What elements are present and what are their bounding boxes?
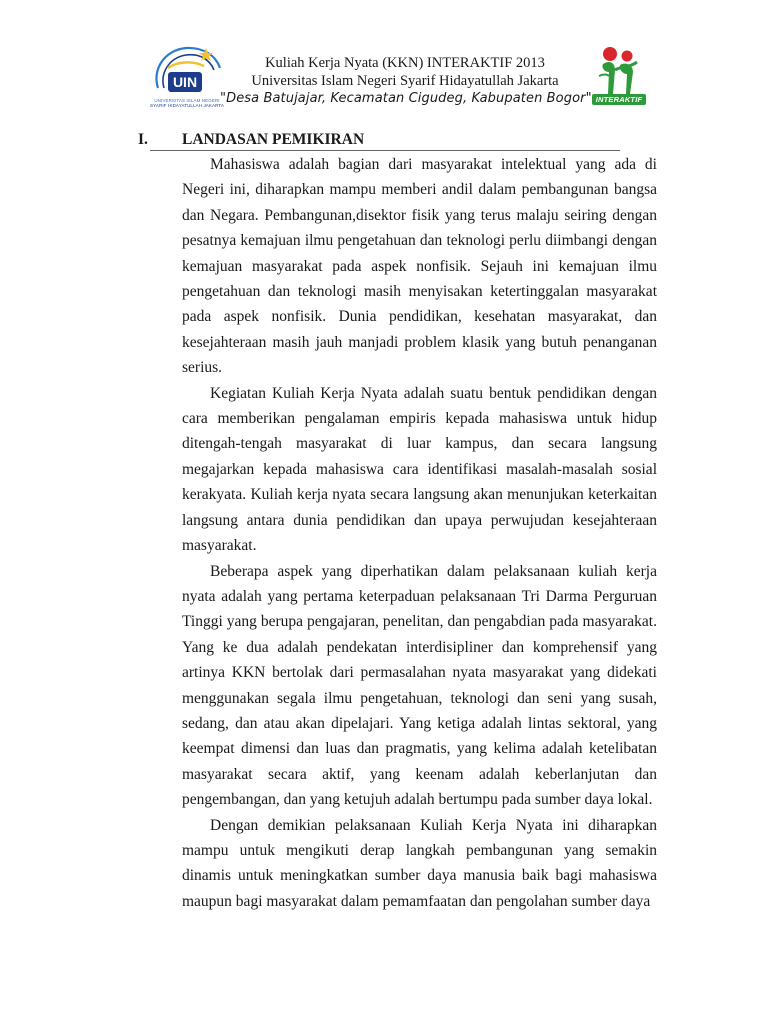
uin-logo-caption bbox=[144, 98, 230, 108]
page-header bbox=[0, 36, 768, 120]
paragraph: Dengan demikian pelaksanaan Kuliah Kerja Nyata ini diharapkan mampu untuk mengikuti derap langkah pembangunan yang semakin dinamis untuk meningkatkan sumber daya manusia baik bagi mahasiswa maupun bagi masyarakat dalam pemamfaatan dan pengolahan sumber daya bbox=[182, 816, 657, 910]
header-university-name: Universitas Islam Negeri Syarif Hidayatullah Jakarta bbox=[251, 73, 559, 89]
kkn-interaktif-logo-icon bbox=[589, 42, 649, 100]
paragraph: Beberapa aspek yang diperhatikan dalam pelaksanaan kuliah kerja nyata adalah yang pertama keterpaduan pelaksanaan Tri Darma Perguruan Tinggi yang berupa pengajaran, penelitan, dan pengabdian pada masyarakat. Yang ke dua adalah pendekatan interdisipliner dan komprehensif yang artinya KKN bertolak dari permasalahan nyata masyarakat yang didekati menggunakan segala ilmu pengetahuan, teknologi dan seni yang susah, sedang, dan atau akan dipelajari. Yang ketiga adalah lintas sektoral, yang keempat dimensi dan luas dan pragmatis, yang kelima adalah ketelibatan masyarakat secara aktif, yang keenam adalah keberlanjutan dan pengembangan, dan yang ketujuh adalah bertumpu pada sumber daya lokal. bbox=[182, 562, 657, 809]
paragraph: Kegiatan Kuliah Kerja Nyata adalah suatu bentuk pendidikan dengan cara memberikan pengalaman empiris kepada mahasiswa untuk hidup ditengah-tengah masyarakat di luar kampus, dan secara langsung megajarkan kepada mahasiswa cara identifikasi masalah-masalah sosial kerakyata. Kuliah kerja nyata secara langsung akan menunjukan keterkaitan langsung antara dunia pendidikan dan upaya perwujudan kesejahteraan masyarakat. bbox=[182, 384, 657, 555]
section-body bbox=[182, 152, 657, 914]
uin-caption-main: SYARIF HIDAYATULLAH JAKARTA bbox=[150, 103, 224, 108]
interaktif-badge: INTERAKTIF bbox=[592, 94, 646, 105]
section-title: LANDASAN PEMIKIRAN bbox=[182, 131, 365, 148]
header-title-block bbox=[220, 54, 590, 107]
header-divider bbox=[150, 150, 620, 151]
header-program-title: Kuliah Kerja Nyata (KKN) INTERAKTIF 2013 bbox=[265, 55, 545, 71]
svg-text:UIN: UIN bbox=[172, 74, 198, 90]
section-number: I. bbox=[138, 131, 148, 148]
section-heading bbox=[138, 130, 364, 150]
paragraph: Mahasiswa adalah bagian dari masyarakat intelektual yang ada di Negeri ini, diharapkan mampu memberi andil dalam pembangunan bangsa dan Negara. Pembangunan,disektor fisik yang terus malaju seiring dengan pesatnya kemajuan ilmu pengetahuan dan teknologi perlu diimbangi dengan kemajuan masyarakat pada aspek nonfisik. Sejauh ini kemajuan ilmu pengetahuan dan teknologi masih menyisakan ketertinggalan masyarakat pada aspek nonfisik. Dunia pendidikan, kesehatan masyarakat, dan kesejahteraan masih jauh manjadi problem klasik yang butuh penanganan serius. bbox=[182, 156, 657, 377]
header-location: "Desa Batujajar, Kecamatan Cigudeg, Kabupaten Bogor" bbox=[220, 91, 592, 106]
uin-caption-small: UNIVERSITAS ISLAM NEGERI bbox=[154, 98, 220, 103]
